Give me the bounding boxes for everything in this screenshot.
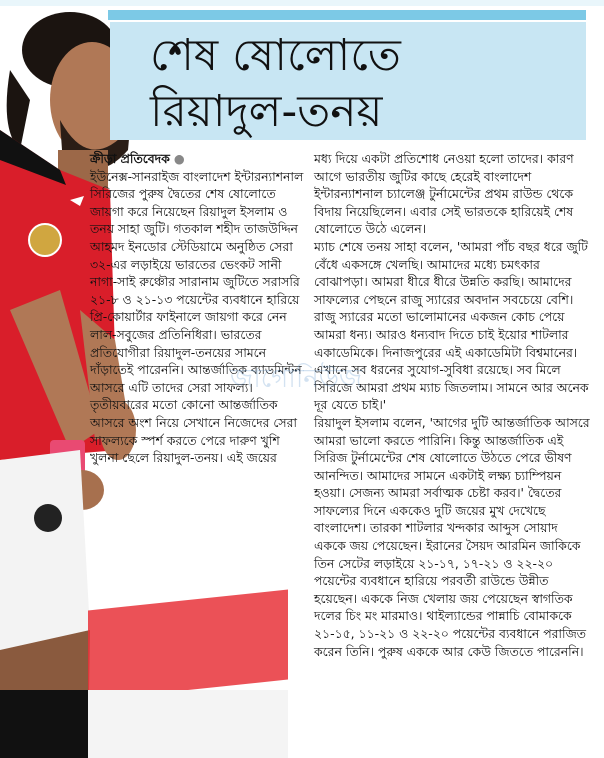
flag-white-band — [88, 690, 288, 758]
byline — [90, 150, 306, 168]
headline-box — [110, 22, 586, 140]
paragraph: ইউনেক্স-সানরাইজ বাংলাদেশ ইন্টারন্যাশনাল সিরিজের পুরুষ দ্বৈতের শেষ ষোলোতে জায়গা করে নিয়েছেন রিয়াদুল ইসলাম ও তনয় সাহা জুটি। গতকাল শহীদ তাজউদ্দিন আহমদ ইনডোর স্টেডিয়ামে অনুষ্ঠিত সেরা ৩২-এর লড়াইয়ে ভারতের ভেংকট সানী নাগা-সাই রুঞ্চৌর সারানাম জুটিতে সরাসরি ২১-৮ ও ২১-১৩ পয়েন্টের ব্যবধানে হারিয়ে প্রি-কোয়ার্টার ফাইনালে জায়গা করে নেন লাল-সবুজের প্রতিনিধিরা। ভারতের প্রতিযোগীরা রিয়াদুল-তনয়ের সামনে দাঁড়াতেই পারেননি। আন্তর্জাতিক ব্যাডমিন্টন আসরে এটি তাদের সেরা সাফল্য। — [90, 168, 304, 395]
paragraph: রিয়াদুল ইসলাম বলেন, 'আগের দুটি আন্তর্জাতিক আসরে আমরা ভালো করতে পারিনি। কিন্তু আন্তর্জাতিক এই সিরিজ টুর্নামেন্টের শেষ ষোলোতে উঠতে পেরে ভীষণ আনন্দিত। আমাদের সামনে একটাই লক্ষ্য চ্যাম্পিয়ন হওয়া। সেজন্য আমরা সর্বাত্মক চেষ্টা করব।' দ্বৈতের সাফল্যের দিনে এককেও দুটি জয়ের মুখ দেখেছে বাংলাদেশ। তারকা শাটলার খন্দকার আব্দুস সোয়াদ এককে জয় পেয়েছেন। ইরানের সৈয়দ আরমিন জাকিকে তিন সেটের লড়াইয়ে ২১-১৭, ১৭-২১ ও ২২-২০ পয়েন্টের ব্যবধানে হারিয়ে পরবর্তী রাউন্ডে উন্নীত হয়েছেন। এককে নিজ খেলায় জয় পেয়েছেন স্বাগতিক দলের চিং মং মারমাও। থাইল্যান্ডের পান্নাচি বোমাককে ২১-১৫, ১১-২১ ও ২২-২০ পয়েন্টের ব্যবধানে পরাজিত করেন তিনি। পুরুষ এককে আর কেউ জিততে পারেননি। — [314, 414, 590, 659]
paragraph: ম্যাচ শেষে তনয় সাহা বলেন, 'আমরা পাঁচ বছর ধরে জুটি বেঁধে একসঙ্গে খেলছি। আমাদের মধ্যে চমৎকার বোঝাপড়া। আমরা ধীরে ধীরে উন্নতি করছি। আমাদের সাফল্যের পেছনে রাজু স্যারের অবদান সবচেয়ে বেশি। রাজু স্যারের মতো ভালোমানের একজন কোচ পেয়ে আমরা ধন্য। আরও ধন্যবাদ দিতে চাই ইয়োর শাটলার একাডেমিকে। দিনাজপুরের এই একাডেমিটা বিশ্বমানের। এখানে সব ধরনের সুযোগ-সুবিধা রয়েছে। সব মিলে সিরিজে আমরা প্রথম ম্যাচ জিতলাম। সামনে আর অনেক দূর যেতে চাই।' — [314, 238, 589, 413]
headline-top-bar — [108, 10, 586, 20]
headline-line-2: রিয়াদুল-তনয় — [150, 86, 383, 137]
byline-text: ক্রীড়া প্রতিবেদক — [90, 151, 170, 166]
bullet-icon: ● — [173, 151, 185, 166]
article-column-2 — [314, 150, 590, 660]
watermark: জাগোনিউজ — [230, 364, 363, 394]
paragraph: মধ্য দিয়ে একটা প্রতিশোধ নেওয়া হলো তাদের। কারণ আগে ভারতীয় জুটির কাছে হেরেই বাংলাদেশ ইন্টারন্যাশনাল চ্যালেঞ্জ টুর্নামেন্টের প্রথম রাউন্ড থেকে বিদায় নিয়েছিলেন। এবার সেই ভারতকে হারিয়েই শেষ ষোলোতে উঠে এলেন। — [314, 151, 574, 237]
article-column-1 — [90, 150, 306, 467]
paragraph: তৃতীয়বারের মতো কোনো আন্তর্জাতিক আসরে অংশ নিয়ে সেখানে নিজেদের সেরা সাফল্যকে স্পর্শ করতে পেরে দারুণ খুশি খুলনা ছেলে রিয়াদুল-তনয়। এই জয়ের — [90, 397, 297, 466]
headline-line-1: শেষ ষোলোতে — [150, 30, 401, 81]
top-strip — [0, 0, 604, 6]
